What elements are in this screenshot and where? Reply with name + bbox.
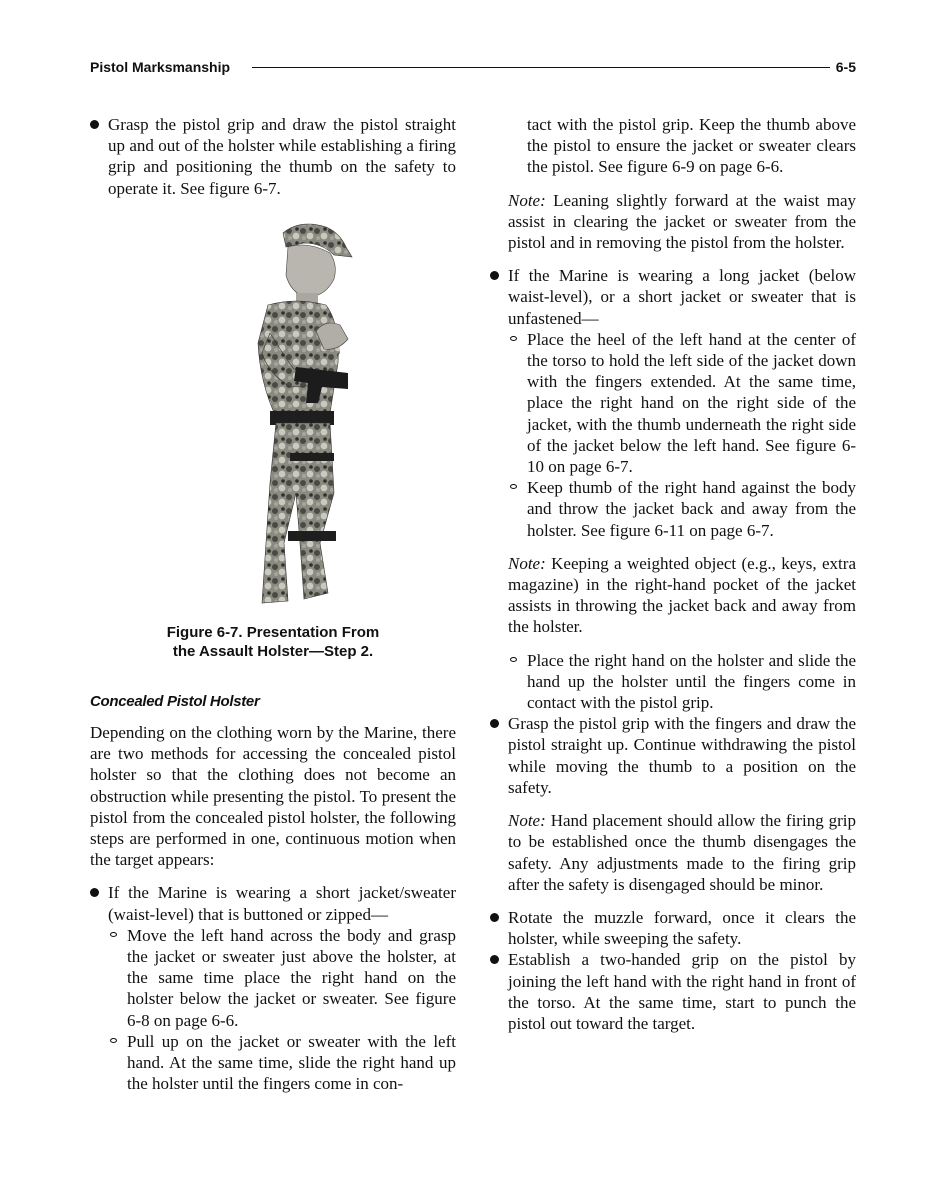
page-number: 6-5 <box>835 59 856 75</box>
bullet-grasp-grip: Grasp the pistol grip with the fingers and draw the pistol straight up. Continue withdrawing the pistol while moving the thumb to a position on the safety. <box>490 713 856 798</box>
left-column <box>90 114 456 1094</box>
running-title: Pistol Marksmanship <box>90 59 231 75</box>
bullet-dot-icon <box>90 120 99 129</box>
hollow-bullet-icon <box>510 336 517 341</box>
hollow-bullet-icon <box>510 657 517 662</box>
note-weighted-object: Note: Keeping a weighted object (e.g., keys, extra magazine) in the right-hand pocket of the jacket assists in throwing the jacket back and away from the holster. <box>508 553 856 637</box>
page-header <box>90 58 856 78</box>
hollow-bullet-icon <box>510 484 517 489</box>
header-rule <box>252 67 830 68</box>
sub-bullet-slide-hand: Place the right hand on the holster and slide the hand up the holster until the fingers come in contact with the pistol grip. <box>490 650 856 714</box>
sub-bullet-move-left-hand: Move the left hand across the body and grasp the jacket or sweater just above the holster, at the same time place the right hand on the holster below the jacket or sweater. See figure 6-8 on page 6-6. <box>90 925 456 1031</box>
sub-bullet-pull-up-jacket: Pull up on the jacket or sweater with the left hand. At the same time, slide the right hand up the holster until the fingers come in con- <box>90 1031 456 1095</box>
bullet-dot-icon <box>490 271 499 280</box>
section-subheading: Concealed Pistol Holster <box>90 692 260 710</box>
intro-paragraph: Depending on the clothing worn by the Marine, there are two methods for accessing the concealed pistol holster so that the clothing does not become an obstruction while presenting the pistol. To present the pistol from the concealed pistol holster, the following steps are performed in one, continuous motion when the target appears: <box>90 723 456 870</box>
hollow-bullet-icon <box>110 1038 117 1043</box>
bullet-dot-icon <box>490 955 499 964</box>
sub-bullet-place-heel: Place the heel of the left hand at the center of the torso to hold the left side of the jacket down with the fingers extended. At the same time, place the right hand on the right side of the jacket, with the thumb underneath the right side of the jacket below the left hand. See figure 6-10 on page 6-7. <box>490 329 856 477</box>
figure-caption: Figure 6-7. Presentation From the Assault Holster—Step 2. <box>166 623 380 660</box>
bullet-dot-icon <box>490 913 499 922</box>
sub-bullet-keep-thumb: Keep thumb of the right hand against the body and throw the jacket back and away from the holster. See figure 6-11 on page 6-7. <box>490 477 856 541</box>
bullet-dot-icon <box>490 719 499 728</box>
bullet-short-jacket: If the Marine is wearing a short jacket/sweater (waist-level) that is buttoned or zipped— <box>90 882 456 924</box>
marine-drawing-pistol-illustration <box>90 213 456 613</box>
bullet-grasp-draw: Grasp the pistol grip and draw the pistol straight up and out of the holster while establishing a firing grip and positioning the thumb on the safety to operate it. See figure 6-7. <box>90 114 456 199</box>
note-leaning: Note: Leaning slightly forward at the waist may assist in clearing the jacket or sweater from the pistol and in removing the pistol from the holster. <box>508 190 856 253</box>
bullet-dot-icon <box>90 888 99 897</box>
continued-text: tact with the pistol grip. Keep the thumb above the pistol to ensure the jacket or sweater clears the pistol. See figure 6-9 on page 6-6. <box>527 115 856 177</box>
figure-6-7-photo <box>90 213 456 613</box>
bullet-rotate-muzzle: Rotate the muzzle forward, once it clears the holster, while sweeping the safety. <box>490 907 856 949</box>
hollow-bullet-icon <box>110 932 117 937</box>
note-hand-placement: Note: Hand placement should allow the firing grip to be established once the thumb disengages the safety. Any adjustments made to the firing grip after the safety is disengaged should be minor. <box>508 811 857 894</box>
bullet-long-jacket: If the Marine is wearing a long jacket (below waist-level), or a short jacket or sweater that is unfastened— <box>490 265 856 329</box>
bullet-two-handed-grip: Establish a two-handed grip on the pistol by joining the left hand with the right hand in front of the torso. At the same time, start to punch the pistol out toward the target. <box>490 949 856 1034</box>
right-column <box>490 114 856 1034</box>
